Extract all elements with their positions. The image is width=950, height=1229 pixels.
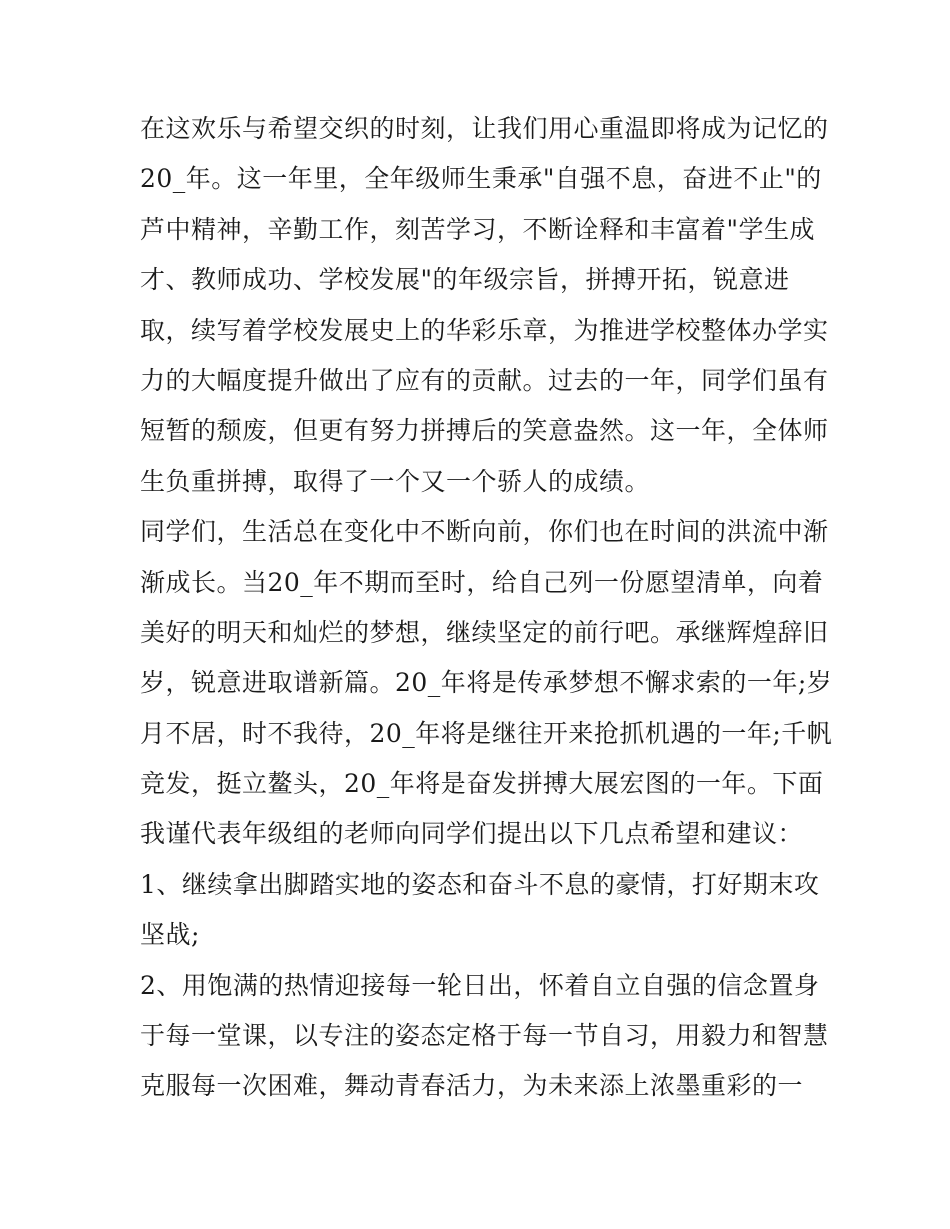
text-line: 才、教师成功、学校发展"的年级宗旨，拼搏开拓，锐意进 xyxy=(140,265,790,295)
text-line: 岁，锐意进取谱新篇。20_年将是传承梦想不懈求索的一年;岁 xyxy=(140,668,833,698)
text-line: 2、用饱满的热情迎接每一轮日出，怀着自立自强的信念置身 xyxy=(140,970,820,1000)
text-line: 竞发，挺立鳌头，20_年将是奋发拼搏大展宏图的一年。下面 xyxy=(140,769,824,799)
text-line: 于每一堂课，以专注的姿态定格于每一节自习，用毅力和智慧 xyxy=(140,1021,829,1051)
text-line: 在这欢乐与希望交织的时刻，让我们用心重温即将成为记忆的 xyxy=(140,114,829,143)
document-body xyxy=(140,104,833,1112)
text-line: 力的大幅度提升做出了应有的贡献。过去的一年，同学们虽有 xyxy=(140,365,829,395)
text-line: 我谨代表年级组的老师向同学们提出以下几点希望和建议： xyxy=(140,819,804,849)
text-line: 克服每一次困难，舞动青春活力，为未来添上浓墨重彩的一 xyxy=(140,1071,804,1101)
text-line: 同学们，生活总在变化中不断向前，你们也在时间的洪流中渐 xyxy=(140,517,829,547)
text-line: 短暂的颓废，但更有努力拼搏后的笑意盎然。这一年，全体师 xyxy=(140,416,829,446)
text-line: 取，续写着学校发展史上的华彩乐章，为推进学校整体办学实 xyxy=(140,315,829,345)
text-line: 坚战; xyxy=(140,920,200,950)
text-line: 1、继续拿出脚踏实地的姿态和奋斗不息的豪情，打好期末攻 xyxy=(140,869,820,899)
text-line: 渐成长。当20_年不期而至时，给自己列一份愿望清单，向着 xyxy=(140,567,824,597)
text-line: 月不居，时不我待，20_年将是继往开来抢抓机遇的一年;千帆 xyxy=(140,718,833,748)
text-line: 美好的明天和灿烂的梦想，继续坚定的前行吧。承继辉煌辞旧 xyxy=(140,617,829,647)
text-line: 20_年。这一年里，全年级师生秉承"自强不息，奋进不止"的 xyxy=(140,164,822,194)
text-line: 生负重拼搏，取得了一个又一个骄人的成绩。 xyxy=(140,466,651,496)
text-line: 芦中精神，辛勤工作，刻苦学习，不断诠释和丰富着"学生成 xyxy=(140,214,816,244)
